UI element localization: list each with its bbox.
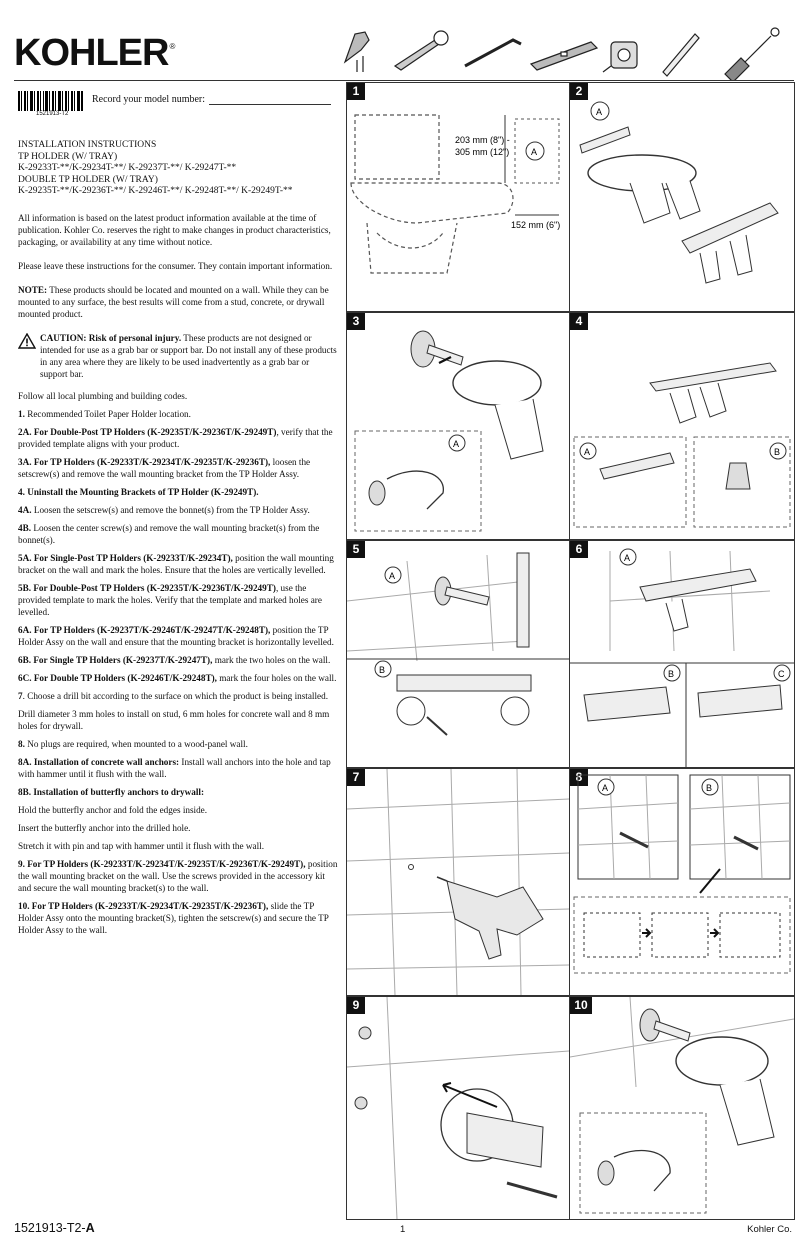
callout-a: A [602,783,609,793]
step-label: 4. Uninstall the Mounting Brackets of TP Holder (K-29249T). [18,486,259,497]
caution-text: These products are not designed or intended for use as a grab bar or support bar. Do not install any of these products in any area where they are likely to be used inadvertently as a grab bar or support bar. [40,332,337,379]
title-line: DOUBLE TP HOLDER (W/ TRAY) [18,174,158,185]
callout-a: A [624,553,631,563]
step-text: , verify that the provided template aligns with your product. [18,426,333,449]
step-item [18,822,338,834]
page-number: 1 [400,1224,406,1235]
step-item [18,840,338,852]
step-text: Hold the butterfly anchor and fold the edges inside. [18,804,208,815]
step-item [18,522,338,546]
panel-number: 6 [570,541,588,558]
intro-paragraph: All information is based on the latest product information available at the time of publication. Kohler Co. reserves the right to make changes in product characteristics, packaging, or availability at any time without notice. [18,212,331,247]
header-divider [14,80,794,81]
step-text: slide the TP Holder Assy onto the mounting bracket(S), tighten the setscrew(s) and secure the TP Holder Assy to the wall. [18,900,329,935]
panel-number: 8 [570,769,588,786]
step-label: 9. For TP Holders (K-29233T/K-29234T/K-29235T/K-29236T/K-29249T), [18,858,306,869]
panel-number: 5 [347,541,365,558]
callout-a: A [453,439,460,449]
title-line: K-29235T-**/K-29236T-**/ K-29246T-**/ K-29248T-**/ K-29249T-** [18,186,293,196]
title-block [18,140,338,198]
level-icon [531,42,597,70]
step-text: No plugs are required, when mounted to a wood-panel wall. [24,738,248,749]
barcode [18,91,84,111]
panel-number: 4 [570,313,588,330]
step-text: Loosen the center screw(s) and remove the wall mounting bracket(s) from the bonnet(s). [18,522,320,545]
step-text: Insert the butterfly anchor into the drilled hole. [18,822,191,833]
panel-number: 9 [347,997,365,1014]
step-text: Loosen the setscrew(s) and remove the bonnet(s) from the TP Holder Assy. [31,504,310,515]
attach-holder-diagram [570,997,794,1219]
step-label: 6B. For Single TP Holders (K-29237T/K-29247T), [18,654,213,665]
step-item [18,654,338,666]
document-code-text: 1521913-T2- [14,1221,86,1235]
step-label: 4B. [18,522,32,533]
tape-measure-icon [603,42,637,72]
step-item [18,690,338,702]
height-dimension-2: 305 mm (12") [455,147,510,157]
toilet-diagram [347,83,569,311]
note-label: NOTE: [18,284,48,295]
step-label: 5A. For Single-Post TP Holders (K-29233T/K-29234T), [18,552,233,563]
steps-list [18,390,338,936]
pencil-icon [663,34,699,76]
step-label: 1. [18,408,25,419]
step-label: 2A. For Double-Post TP Holders (K-29235T/K-29236T/K-29249T) [18,426,277,437]
step-label: 6A. For TP Holders (K-29237T/K-29246T/K-29247T/K-29248T), [18,624,271,635]
step-item [18,624,338,648]
uninstall-brackets-diagram [570,313,794,539]
step-text: Recommended Toilet Paper Holder location. [24,408,191,419]
panel-2 [569,82,795,312]
callout-b: B [379,665,386,675]
step-text: position the wall mounting bracket on the wall. Use the screws provided in the accessory kit and secure the wall mounting bracket(s) to the wall. [18,858,338,893]
panel-number: 2 [570,83,588,100]
panel-3 [346,312,570,540]
step-item [18,426,338,450]
remove-bracket-diagram [347,313,569,539]
callout-a: A [389,571,396,581]
footer-brand: Kohler Co. [747,1224,792,1235]
step-label: 8A. Installation of concrete wall anchors: [18,756,180,767]
step-item [18,504,338,516]
step-item [18,486,338,498]
step-item [18,708,338,732]
record-model-number [92,94,331,105]
panel-number: 10 [570,997,592,1014]
panel-7 [346,768,570,996]
step-label: 4A. [18,504,32,515]
panel-number: 1 [347,83,365,100]
callout-c: C [778,669,785,679]
step-item [18,456,338,480]
record-label: Record your model number: [92,94,206,105]
step-text: Follow all local plumbing and building codes. [18,390,188,401]
title-line: K-29233T-**/K-29234T-**/ K-29237T-**/ K-29247T-** [18,163,237,173]
step-item [18,756,338,780]
step-item [18,858,338,894]
caution-paragraph [18,332,338,380]
drill-holes-diagram [347,769,569,995]
hex-key-icon [465,40,521,66]
instructions-column [18,140,338,942]
kohler-logo [14,34,174,72]
step-text: , use the provided template to mark the holes. Verify that the template and marked holes are levelled. [18,582,322,617]
panel-1 [346,82,570,312]
tools-strip [335,20,795,80]
panel-5 [346,540,570,768]
step-text: mark the two holes on the wall. [212,654,331,665]
step-label: 8B. Installation of butterfly anchors to drywall: [18,786,205,797]
step-item [18,738,338,750]
step-text: position the TP Holder Assy on the wall and ensure that the mounting bracket is horizontally levelled. [18,624,334,647]
step-label: 7 [18,690,23,701]
model-number-line [209,94,331,105]
panel-9 [346,996,570,1220]
step-label: 8. [18,738,25,749]
step-text: . Choose a drill bit according to the surface on which the product is being installed. [22,690,329,701]
adjustable-wrench-icon [395,31,448,70]
step-text: Install wall anchors into the hole and tap with hammer until it flush with the wall. [18,756,331,779]
document-code [14,1221,95,1235]
step-item [18,390,338,402]
step-item [18,672,338,684]
screwdriver-icon [725,28,779,80]
step-text: loosen the setscrew(s) and remove the wall mounting bracket from the TP Holder Assy. [18,456,311,479]
step-item [18,804,338,816]
step-text: position the wall mounting bracket on the wall and mark the holes. Ensure that the holes are vertically levelled. [18,552,334,575]
panel-number: 3 [347,313,365,330]
step-item [18,786,338,798]
panel-4 [569,312,795,540]
panel-10 [569,996,795,1220]
callout-a: A [596,107,603,117]
step-item [18,582,338,618]
title-line: TP HOLDER (W/ TRAY) [18,151,118,162]
intro-paragraph: Please leave these instructions for the consumer. They contain important information. [18,260,333,271]
callout-b: B [668,669,675,679]
panel-number: 7 [347,769,365,786]
registered-mark: ® [169,42,175,52]
step-text: mark the four holes on the wall. [216,672,337,683]
step-label: 6C. For Double TP Holders (K-29246T/K-29248T), [18,672,217,683]
step-item [18,900,338,936]
caution-label: CAUTION: Risk of personal injury. [40,332,182,343]
logo-text: KOHLER [14,32,169,74]
height-dimension: 203 mm (8") - [455,135,510,145]
step-text: Stretch it with pin and tap with hammer until it flush with the wall. [18,840,264,851]
step-label: 3A. For TP Holders (K-29233T/K-29234T/K-29235T/K-29236T), [18,456,271,467]
callout-a: A [531,147,538,157]
warning-icon [18,333,36,349]
position-holder-diagram [570,541,794,767]
callout-b: B [774,447,781,457]
callout-b: B [706,783,713,793]
barcode-number: 1521913-T2 [36,111,69,117]
secure-bracket-diagram [347,997,569,1219]
mark-holes-diagram [347,541,569,767]
step-item [18,552,338,576]
note-text: These products should be located and mounted on a wall. While they can be mounted to any surface, the best results will come from a stud, concrete, or drywall mounted product. [18,284,329,319]
drill-bits-icon [345,32,369,72]
width-dimension: 152 mm (6") [511,220,561,230]
callout-a: A [584,447,591,457]
step-label: 5B. For Double-Post TP Holders (K-29235T/K-29236T/K-29249T) [18,582,276,593]
note-paragraph [18,284,338,320]
step-label: 10. For TP Holders (K-29233T/K-29234T/K-29235T/K-29236T), [18,900,269,911]
document-revision: A [85,1221,95,1235]
anchor-install-diagram [570,769,794,995]
step-item [18,408,338,420]
title-line: INSTALLATION INSTRUCTIONS [18,140,157,150]
panel-6 [569,540,795,768]
product-overview-diagram [570,83,794,311]
step-text: Drill diameter 3 mm holes to install on stud, 6 mm holes for concrete wall and 8 mm holes for drywall. [18,708,330,731]
panel-8 [569,768,795,996]
